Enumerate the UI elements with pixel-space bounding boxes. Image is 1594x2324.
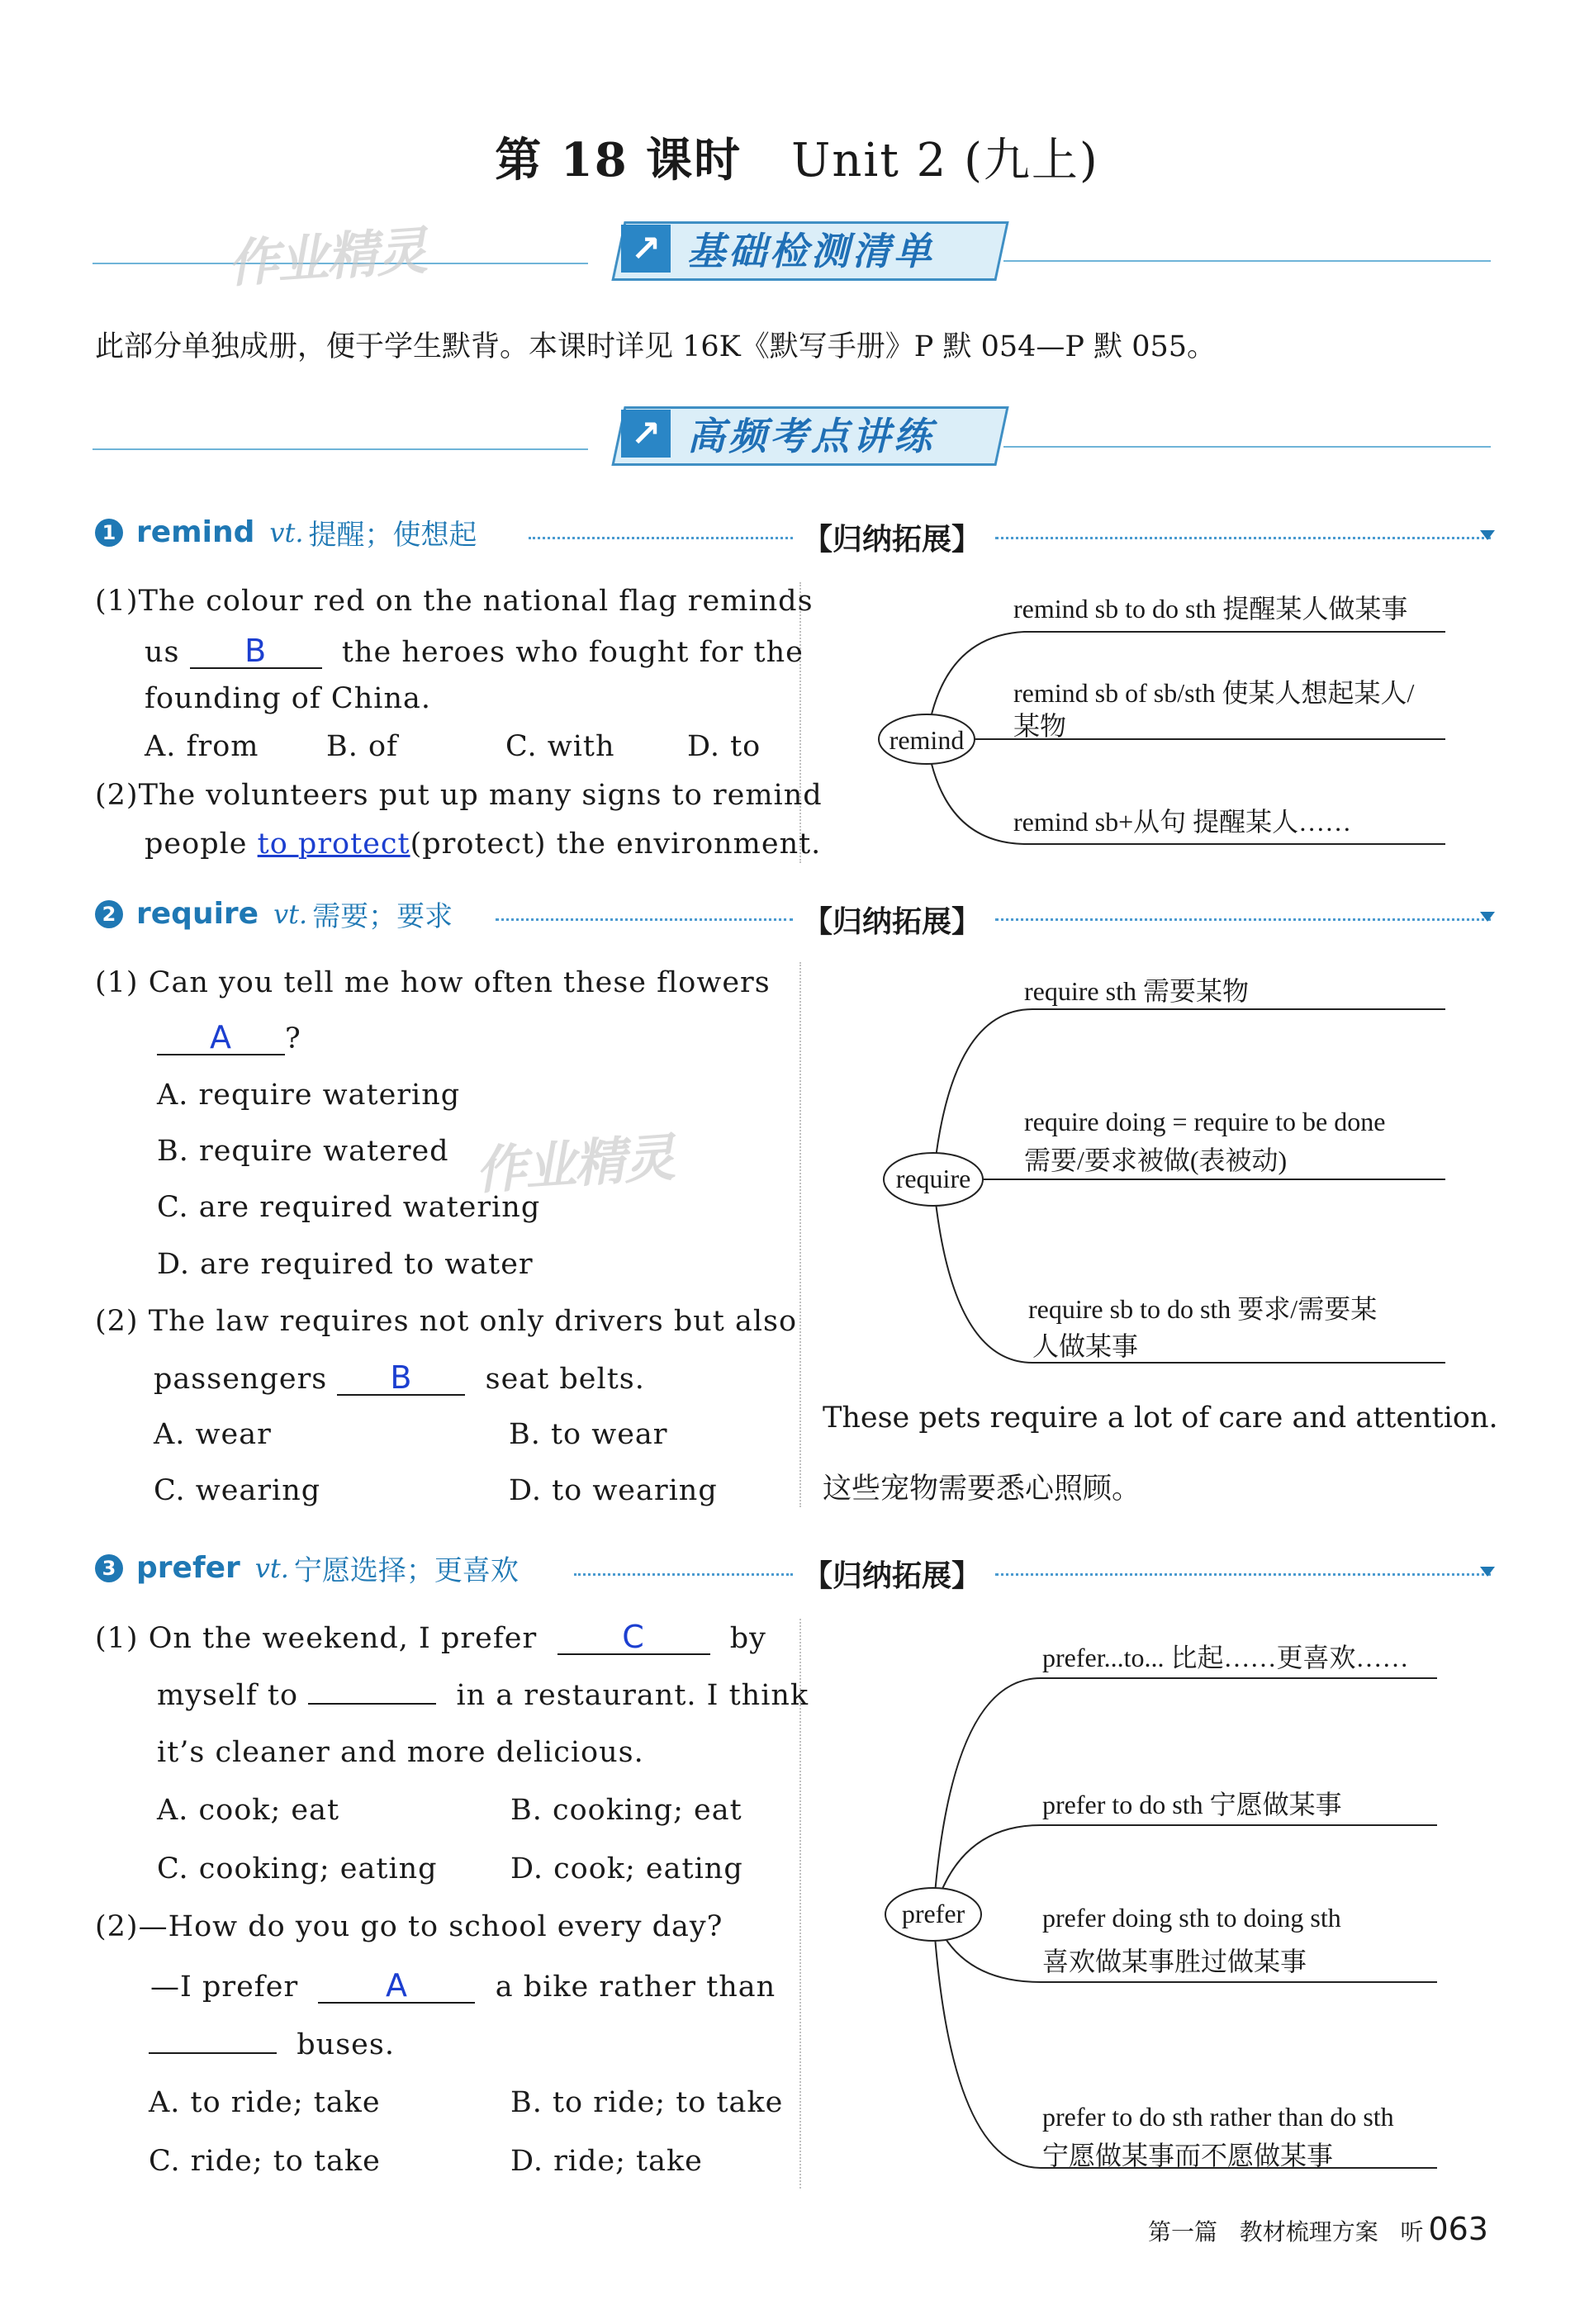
banner1-title: 基础检测清单 xyxy=(687,229,935,273)
option-a: A. to ride; take xyxy=(149,2086,381,2119)
option-c: C. wearing xyxy=(154,1474,321,1507)
triangle-icon xyxy=(1480,1567,1495,1577)
section-heading-require xyxy=(95,894,453,934)
summary-tag: 【归纳拓展】 xyxy=(803,905,982,939)
mindmap-branch: 需要/要求被做(表被动) xyxy=(1024,1145,1288,1175)
mindmap-branch: prefer to do sth rather than do sth xyxy=(1042,2102,1394,2132)
option-d: D. ride; take xyxy=(510,2145,703,2178)
part-of-speech: vt. xyxy=(254,1552,289,1584)
part-of-speech: vt. xyxy=(273,898,308,930)
arrow-icon: ↗ xyxy=(621,410,671,458)
section-number: 3 xyxy=(95,1554,123,1582)
mindmap-branch: remind sb to do sth 提醒某人做某事 xyxy=(1013,594,1408,624)
section-heading-prefer xyxy=(95,1548,519,1588)
question: (1) On the weekend, I prefer C by xyxy=(95,1619,766,1655)
option-b: B. of xyxy=(326,730,398,763)
mindmap-branch: prefer...to... 比起……更喜欢…… xyxy=(1042,1643,1409,1672)
option-d: D. to wearing xyxy=(509,1474,718,1507)
mindmap-center: require xyxy=(895,1164,971,1193)
option-a: A. from xyxy=(145,730,259,763)
banner2-left-line xyxy=(93,448,588,450)
question-line: us B the heroes who fought for the xyxy=(145,633,804,669)
question: (1)The colour red on the national flag reminds xyxy=(95,585,814,618)
keyword: require xyxy=(136,897,259,931)
question-line: people to protect(protect) the environment. xyxy=(145,828,822,861)
footer-listen: 听 xyxy=(1400,2218,1424,2246)
footer-book: 教材梳理方案 xyxy=(1239,2218,1378,2246)
watermark-logo: 作业精灵 xyxy=(473,1126,676,1202)
dotted-rule xyxy=(995,537,1491,539)
dotted-rule xyxy=(574,1573,793,1576)
arrow-icon: ↗ xyxy=(621,225,671,273)
option-d: D. cook; eating xyxy=(510,1852,743,1885)
banner2 xyxy=(621,406,935,461)
intro-text: 此部分单独成册，便于学生默背。本课时详见 16K《默写手册》P 默 054—P 默 055。 xyxy=(95,330,1217,363)
mindmap-branch: prefer doing sth to doing sth xyxy=(1042,1903,1341,1933)
triangle-icon xyxy=(1480,530,1495,540)
summary-tag: 【归纳拓展】 xyxy=(803,1559,982,1593)
question: (2)The volunteers put up many signs to remind xyxy=(95,779,823,812)
question: (2)—How do you go to school every day? xyxy=(95,1910,723,1943)
answer-blank[interactable]: A xyxy=(318,1969,475,2004)
option-c: C. ride; to take xyxy=(149,2145,381,2178)
option-c: C. cooking; eating xyxy=(157,1852,438,1885)
mindmap-branch: 宁愿做某事而不愿做某事 xyxy=(1042,2141,1334,2170)
option-b: B. require watered xyxy=(157,1135,449,1168)
option-c: C. are required watering xyxy=(157,1191,541,1224)
option-d: D. are required to water xyxy=(157,1248,534,1281)
question: (2) The law requires not only drivers but also xyxy=(95,1305,798,1338)
mindmap-branch: prefer to do sth 宁愿做某事 xyxy=(1042,1790,1342,1819)
section-number: 2 xyxy=(95,900,123,928)
dotted-rule xyxy=(496,918,793,921)
question: (1) Can you tell me how often these flowers xyxy=(95,966,771,999)
page-footer xyxy=(1148,2211,1488,2247)
mindmap-branch: 人做某事 xyxy=(1032,1331,1139,1361)
answer-blank[interactable]: B xyxy=(337,1361,465,1396)
answer-blank[interactable]: B xyxy=(190,634,322,669)
mindmap-branch: 某物 xyxy=(1013,711,1067,741)
column-divider xyxy=(799,962,801,1507)
answer-blank[interactable]: C xyxy=(557,1620,710,1655)
keyword-meaning: 提醒；使想起 xyxy=(308,519,477,552)
triangle-icon xyxy=(1480,912,1495,922)
mindmap-branch: require doing = require to be done xyxy=(1024,1107,1386,1136)
footer-part: 第一篇 xyxy=(1148,2218,1218,2246)
lesson-label: 第 18 课时 xyxy=(495,133,742,187)
option-b: B. to ride; to take xyxy=(510,2086,784,2119)
question-line: passengers B seat belts. xyxy=(154,1359,645,1396)
option-a: A. wear xyxy=(154,1418,272,1451)
section-number: 1 xyxy=(95,519,123,547)
dotted-rule xyxy=(995,918,1491,921)
option-d: D. to xyxy=(687,730,761,763)
option-a: A. cook; eat xyxy=(157,1794,340,1827)
column-divider xyxy=(799,582,801,863)
option-c: C. with xyxy=(505,730,615,763)
question-line: it’s cleaner and more delicious. xyxy=(157,1736,644,1769)
mindmap-branch: 喜欢做某事胜过做某事 xyxy=(1042,1947,1307,1976)
mindmap-center: prefer xyxy=(901,1899,965,1928)
question-line: A ? xyxy=(157,1021,301,1055)
mindmap-branch: remind sb+从句 提醒某人…… xyxy=(1013,807,1352,837)
question-line: —I prefer A a bike rather than xyxy=(150,1967,776,2004)
page-title xyxy=(0,124,1594,190)
empty-blank[interactable] xyxy=(149,2028,277,2054)
option-a: A. require watering xyxy=(157,1079,461,1112)
dotted-rule xyxy=(529,537,793,539)
question-line: founding of China. xyxy=(145,682,431,715)
banner1-right-line xyxy=(1003,260,1491,262)
summary-tag: 【归纳拓展】 xyxy=(803,523,982,557)
example-sentence-en: These pets require a lot of care and attention. xyxy=(823,1402,1498,1435)
option-b: B. to wear xyxy=(509,1418,668,1451)
mindmap-branch: require sth 需要某物 xyxy=(1024,976,1249,1006)
banner1 xyxy=(621,221,935,276)
answer-text[interactable]: to protect xyxy=(257,828,410,861)
question-line: myself to in a restaurant. I think xyxy=(157,1679,809,1712)
dotted-rule xyxy=(995,1573,1491,1576)
mindmap-center: remind xyxy=(889,725,965,755)
example-sentence-zh: 这些宠物需要悉心照顾。 xyxy=(823,1473,1141,1506)
page-number: 063 xyxy=(1428,2211,1488,2247)
keyword-meaning: 需要；要求 xyxy=(312,900,453,933)
empty-blank[interactable] xyxy=(308,1678,436,1705)
watermark-logo: 作业精灵 xyxy=(225,220,428,295)
option-b: B. cooking; eat xyxy=(510,1794,742,1827)
banner2-title: 高频考点讲练 xyxy=(687,414,935,458)
section-heading-remind xyxy=(95,512,477,553)
answer-blank[interactable]: A xyxy=(157,1021,285,1055)
mindmap-branch: require sb to do sth 要求/需要某 xyxy=(1028,1294,1378,1324)
banner2-right-line xyxy=(1003,446,1491,448)
unit-label: Unit 2 (九上) xyxy=(791,134,1099,187)
keyword: remind xyxy=(136,515,255,549)
part-of-speech: vt. xyxy=(269,516,304,548)
keyword-meaning: 宁愿选择；更喜欢 xyxy=(293,1554,519,1587)
keyword: prefer xyxy=(136,1551,240,1585)
question-line: buses. xyxy=(149,2028,395,2061)
mindmap-branch: remind sb of sb/sth 使某人想起某人/ xyxy=(1013,678,1415,708)
